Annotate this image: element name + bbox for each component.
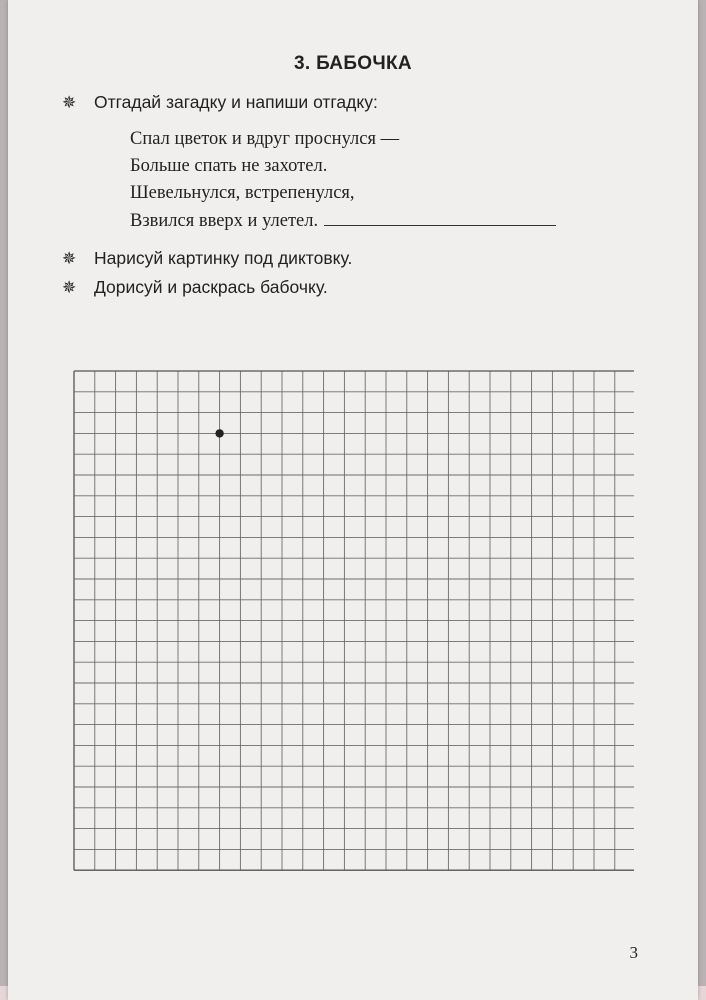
riddle-line: Спал цветок и вдруг проснулся — bbox=[130, 129, 400, 149]
task-draw-label: Нарисуй картинку под диктовку. bbox=[94, 248, 353, 268]
page-title: 3. БАБОЧКА bbox=[294, 53, 412, 74]
grid-canvas[interactable] bbox=[72, 369, 634, 871]
asterisk-bullet-icon: ✵ bbox=[62, 277, 77, 297]
asterisk-bullet-icon: ✵ bbox=[62, 248, 77, 268]
workbook-page bbox=[8, 0, 698, 1000]
start-dot bbox=[215, 429, 223, 437]
task-color-label: Дорисуй и раскрась бабочку. bbox=[94, 277, 328, 297]
task-color bbox=[62, 277, 328, 298]
task-riddle bbox=[62, 92, 378, 113]
riddle-line: Больше спать не захотел. bbox=[130, 156, 328, 176]
answer-line[interactable] bbox=[324, 207, 556, 226]
page-number: 3 bbox=[629, 943, 638, 962]
asterisk-bullet-icon: ✵ bbox=[62, 92, 77, 112]
task-draw bbox=[62, 248, 352, 269]
riddle-last-line bbox=[130, 207, 556, 235]
riddle-poem bbox=[130, 126, 556, 235]
drawing-grid[interactable] bbox=[72, 369, 634, 871]
task-riddle-label: Отгадай загадку и напиши отгадку: bbox=[94, 92, 378, 112]
riddle-line: Взвился вверх и улетел. bbox=[130, 211, 319, 231]
riddle-line: Шевельнулся, встрепенулся, bbox=[130, 183, 355, 203]
